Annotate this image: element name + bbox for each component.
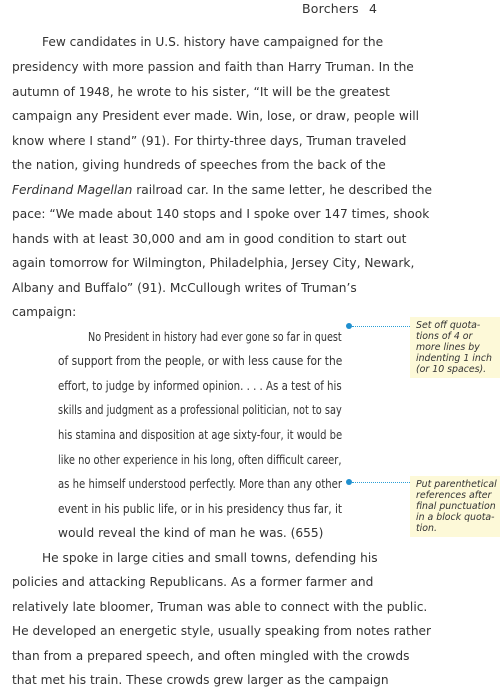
text-line: relatively late bloomer, Truman was able to connect with the public. bbox=[12, 600, 428, 614]
quote-line: effort, to judge by informed opinion. . . . As a test of his bbox=[58, 379, 342, 393]
text-line: than from a prepared speech, and often mingled with the crowds bbox=[12, 649, 410, 663]
note-line: tion. bbox=[416, 523, 437, 534]
text-line: hands with at least 30,000 and am in good condition to start out bbox=[12, 232, 407, 246]
margin-note-parenthetical bbox=[410, 476, 500, 537]
text-line: campaign any President ever made. Win, lose, or draw, people will bbox=[12, 109, 420, 123]
text-run: railroad car. In the same letter, he described the bbox=[132, 183, 433, 197]
quote-line: would reveal the kind of man he was. (655) bbox=[58, 526, 324, 540]
margin-note-block-quote bbox=[410, 317, 500, 378]
annotation-leader-line bbox=[352, 482, 410, 483]
quote-line: No President in history had ever gone so far in quest bbox=[88, 330, 342, 344]
running-head bbox=[302, 1, 377, 16]
note-line: Set off quota- bbox=[416, 320, 481, 331]
ship-name-italic: Ferdinand Magellan bbox=[12, 183, 133, 197]
note-line: in a block quota- bbox=[416, 512, 495, 523]
quote-line: of support from the people, or with less cause for the bbox=[58, 354, 343, 368]
text-line: that met his train. These crowds grew larger as the campaign bbox=[12, 673, 389, 687]
note-line: more lines by bbox=[416, 342, 480, 353]
note-line: Put parenthetical bbox=[416, 479, 497, 490]
quote-line: skills and judgment as a professional politician, not to say bbox=[58, 403, 342, 417]
text-line: policies and attacking Republicans. As a former farmer and bbox=[12, 575, 374, 589]
text-line: Few candidates in U.S. history have campaigned for the bbox=[42, 35, 384, 49]
text-line: presidency with more passion and faith than Harry Truman. In the bbox=[12, 60, 414, 74]
text-line: Albany and Buffalo” (91). McCullough writes of Truman’s bbox=[12, 281, 357, 295]
text-line: pace: “We made about 140 stops and I spoke over 147 times, shook bbox=[12, 207, 430, 221]
annotation-leader-line bbox=[352, 326, 410, 327]
note-line: indenting 1 inch bbox=[416, 353, 492, 364]
quote-line: his stamina and disposition at age sixty-four, it would be bbox=[58, 428, 343, 442]
running-head-author: Borchers bbox=[302, 1, 359, 16]
quote-line: like no other experience in his long, often difficult career, bbox=[58, 453, 342, 467]
text-line: He developed an energetic style, usually speaking from notes rather bbox=[12, 624, 432, 638]
note-line: final punctuation bbox=[416, 501, 496, 512]
note-line: tions of 4 or bbox=[416, 331, 473, 342]
text-line: He spoke in large cities and small towns, defending his bbox=[42, 551, 378, 565]
text-line: the nation, giving hundreds of speeches from the back of the bbox=[12, 158, 386, 172]
quote-line: event in his public life, or in his presidency thus far, it bbox=[58, 502, 343, 516]
note-line: (or 10 spaces). bbox=[416, 364, 487, 375]
text-line: autumn of 1948, he wrote to his sister, “It will be the greatest bbox=[12, 85, 390, 99]
text-line: campaign: bbox=[12, 305, 77, 319]
note-line: references after bbox=[416, 490, 492, 501]
running-head-page-number: 4 bbox=[369, 1, 378, 16]
text-line bbox=[12, 183, 432, 197]
text-line: again tomorrow for Wilmington, Philadelphia, Jersey City, Newark, bbox=[12, 256, 415, 270]
quote-line: as he himself understood perfectly. More than any other bbox=[58, 477, 343, 491]
text-line: know where I stand” (91). For thirty-three days, Truman traveled bbox=[12, 134, 407, 148]
